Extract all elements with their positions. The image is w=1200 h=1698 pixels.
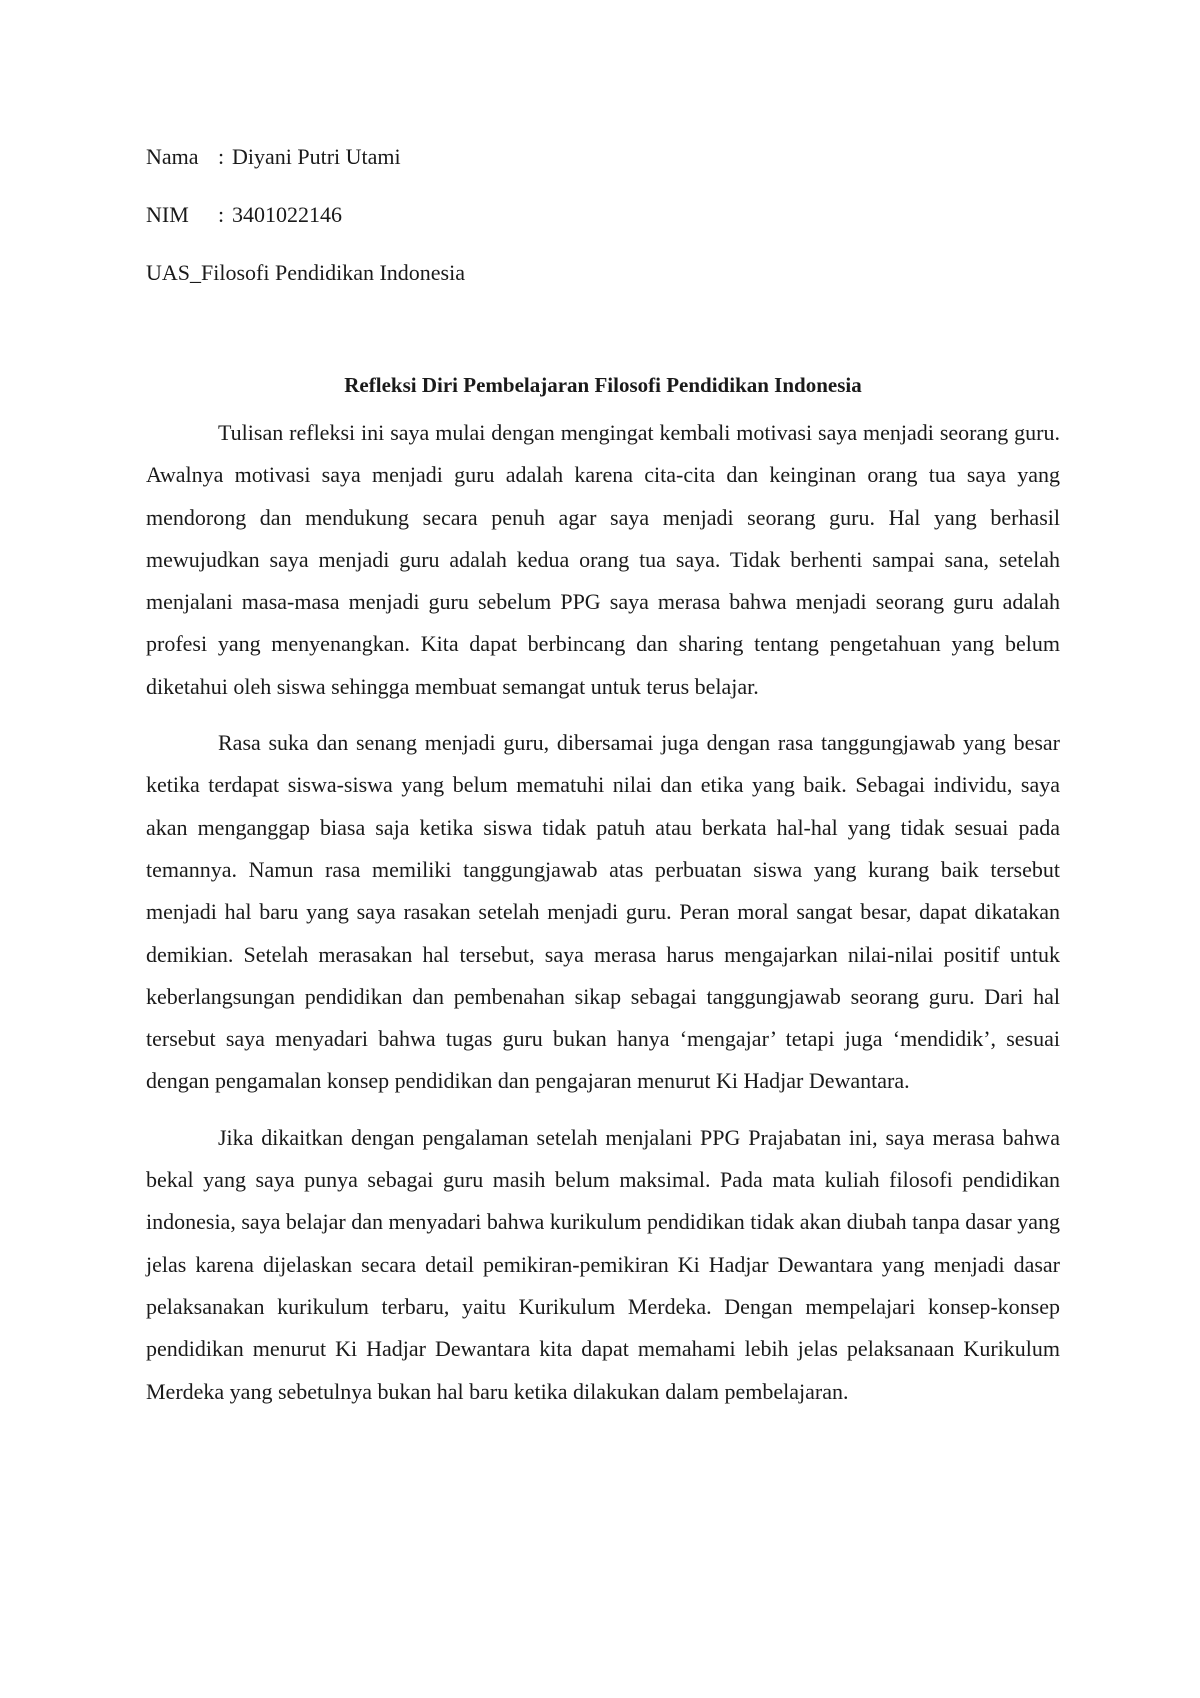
paragraph-3: Jika dikaitkan dengan pengalaman setelah menjalani PPG Prajabatan ini, saya merasa bahwa bekal yang saya punya sebagai guru masih belum maksimal. Pada mata kuliah filosofi pendidikan indonesia, saya belajar dan menyadari bahwa kurikulum pendidikan tidak akan diubah tanpa dasar yang jelas karena dijelaskan secara detail pemikiran-pemikiran Ki Hadjar Dewantara yang menjadi dasar pelaksanakan kurikulum terbaru, yaitu Kurikulum Merdeka. Dengan mempelajari konsep-konsep pendidikan menurut Ki Hadjar Dewantara kita dapat memahami lebih jelas pelaksanaan Kurikulum Merdeka yang sebetulnya bukan hal baru ketika dilakukan dalam pembelajaran. (146, 1124, 1060, 1404)
student-nim-line (146, 200, 1060, 230)
nim-separator: : (218, 202, 225, 227)
paragraph-2: Rasa suka dan senang menjadi guru, dibersamai juga dengan rasa tanggungjawab yang besar ketika terdapat siswa-siswa yang belum mematuhi nilai dan etika yang baik. Sebagai individu, saya akan menganggap biasa saja ketika siswa tidak patuh atau berkata hal-hal yang tidak sesuai pada temannya. Namun rasa memiliki tanggungjawab atas perbuatan siswa yang kurang baik tersebut menjadi hal baru yang saya rasakan setelah menjadi guru. Peran moral sangat besar, dapat dikatakan demikian. Setelah merasakan hal tersebut, saya merasa harus mengajarkan nilai-nilai positif untuk keberlangsungan pendidikan dan pembenahan sikap sebagai tanggungjawab seorang guru. Dari hal tersebut saya menyadari bahwa tugas guru bukan hanya ‘mengajar’ tetapi juga ‘mendidik’, sesuai dengan pengamalan konsep pendidikan dan pengajaran menurut Ki Hadjar Dewantara. (146, 730, 1060, 1094)
paragraph-1: Tulisan refleksi ini saya mulai dengan mengingat kembali motivasi saya menjadi seorang guru. Awalnya motivasi saya menjadi guru adalah karena cita-cita dan keinginan orang tua saya yang mendorong dan mendukung secara penuh agar saya menjadi seorang guru. Hal yang berhasil mewujudkan saya menjadi guru adalah kedua orang tua saya. Tidak berhenti sampai sana, setelah menjalani masa-masa menjadi guru sebelum PPG saya merasa bahwa menjadi seorang guru adalah profesi yang menyenangkan. Kita dapat berbincang dan sharing tentang pengetahuan yang belum diketahui oleh siswa sehingga membuat semangat untuk terus belajar. (146, 420, 1060, 699)
name-separator: : (218, 144, 225, 169)
document-title: Refleksi Diri Pembelajaran Filosofi Pendidikan Indonesia (344, 373, 862, 397)
name-value: Diyani Putri Utami (232, 144, 401, 169)
name-label: Nama (146, 144, 199, 169)
course-line: UAS_Filosofi Pendidikan Indonesia (146, 260, 465, 285)
document-page (146, 142, 1060, 1413)
nim-value: 3401022146 (232, 202, 342, 227)
nim-label: NIM (146, 202, 189, 227)
student-name-line (146, 142, 1060, 172)
